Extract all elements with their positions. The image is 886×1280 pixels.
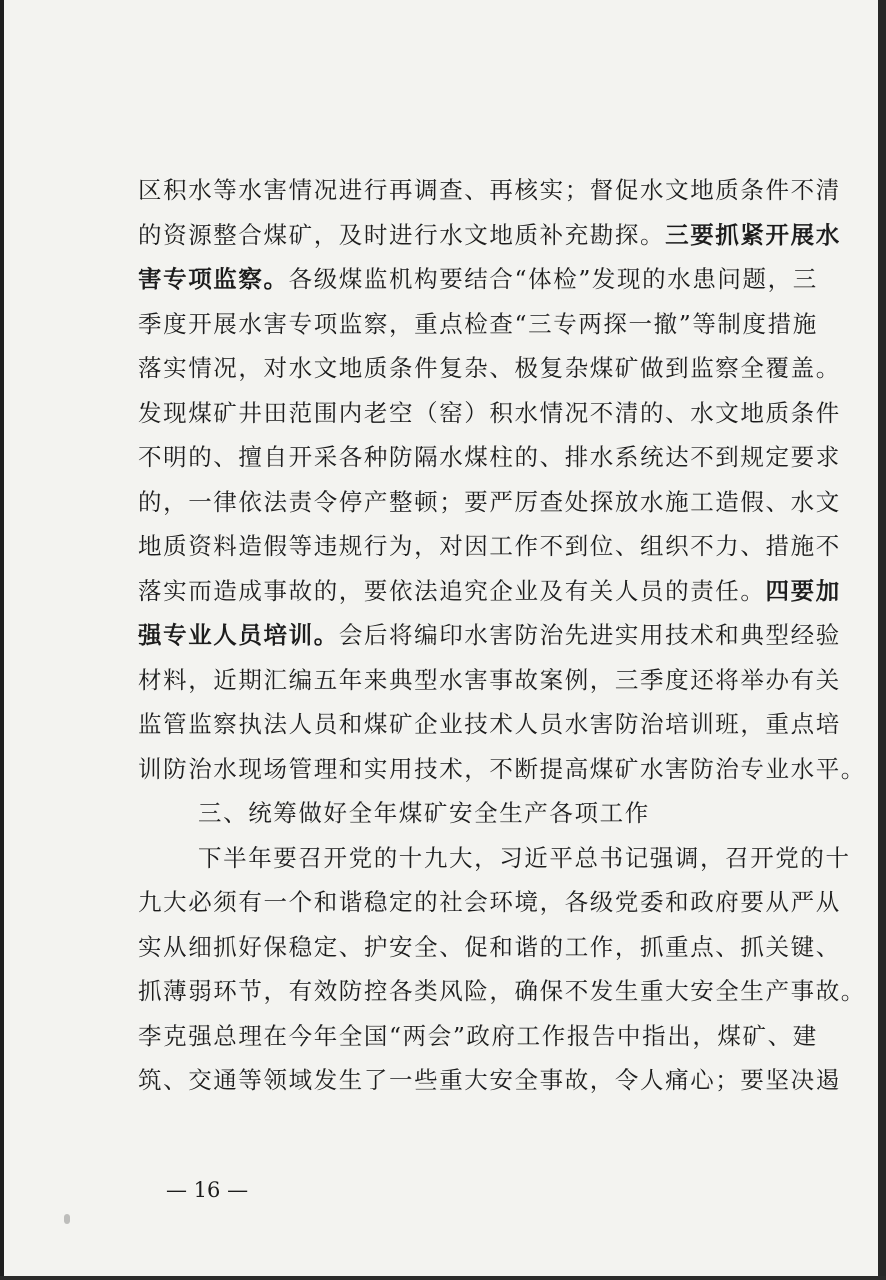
text-run: 的，一律依法责令停产整顿；要严厉查处探放水施工造假、水文 (138, 487, 841, 516)
text-line: 李克强总理在今年全国“两会”政府工作报告中指出，煤矿、建 (138, 1021, 818, 1050)
section-heading: 三、统筹做好全年煤矿安全生产各项工作 (198, 799, 650, 827)
scan-blemish (64, 1214, 70, 1224)
scan-edge-bottom (0, 1276, 886, 1280)
text-run: 区积水等水害情况进行再调查、再核实；督促水文地质条件不清 (138, 176, 841, 204)
text-line (138, 747, 866, 792)
text-run: 训防治水现场管理和实用技术，不断提高煤矿水害防治专业水平。 (138, 754, 866, 783)
scan-edge-right (878, 0, 886, 1280)
text-line (138, 391, 841, 436)
text-line: 筑、交通等领域发生了一些重大安全事故，令人痛心；要坚决遏 (138, 1066, 841, 1094)
text-run: 各级煤监机构要结合“体检”发现的水患问题，三 (288, 265, 818, 293)
text-run: 落实情况，对水文地质条件复杂、极复杂煤矿做到监察全覆盖。 (138, 354, 841, 382)
text-run: 监管监察执法人员和煤矿企业技术人员水害防治培训班，重点培 (138, 710, 841, 738)
text-line: 实从细抓好保稳定、护安全、促和谐的工作，抓重点、抓关键、 (138, 932, 841, 961)
text-run: 不明的、擅自开采各种防隔水煤柱的、排水系统达不到规定要求 (138, 443, 841, 471)
text-line (138, 658, 841, 703)
scan-edge-left (0, 0, 4, 1280)
text-line: 九大必须有一个和谐稳定的社会环境，各级党委和政府要从严从 (138, 888, 841, 916)
text-run: 材料，近期汇编五年来典型水害事故案例，三季度还将举办有关 (138, 665, 841, 694)
text-line (138, 257, 828, 302)
bold-text-run: 三要抓紧开展水 (665, 220, 841, 249)
text-line (138, 480, 841, 525)
text-line (138, 569, 841, 614)
text-line (138, 613, 841, 658)
text-run: 季度开展水害专项监察，重点检查“三专两探一撤”等制度措施 (138, 309, 818, 338)
text-line (138, 702, 841, 747)
bold-text-run: 四要加 (765, 576, 841, 605)
text-run: 发现煤矿井田范围内老空（窑）积水情况不清的、水文地质条件 (138, 398, 841, 427)
text-line (138, 302, 828, 347)
bold-text-run: 害专项监察。 (138, 265, 289, 293)
text-line (138, 213, 841, 258)
text-line: 下半年要召开党的十九大，习近平总书记强调，召开党的十 (198, 843, 851, 872)
paragraph-second-half-year (138, 836, 866, 1103)
text-run: 地质资料造假等违规行为，对因工作不到位、组织不力、措施不 (138, 532, 841, 560)
text-run: 落实而造成事故的，要依法追究企业及有关人员的责任。 (138, 576, 766, 605)
paragraph-water-hazard (138, 168, 866, 791)
text-line (138, 346, 841, 391)
text-run: 的资源整合煤矿，及时进行水文地质补充勘探。 (138, 220, 666, 249)
text-line (138, 168, 841, 213)
text-line: 抓薄弱环节，有效防控各类风险，确保不发生重大安全生产事故。 (138, 977, 866, 1005)
text-run: 会后将编印水害防治先进实用技术和典型经验 (338, 621, 841, 649)
text-line (138, 524, 841, 569)
page-number: — 16 — (166, 1178, 249, 1202)
bold-text-run: 强专业人员培训。 (138, 621, 339, 649)
text-line (138, 435, 841, 480)
body-text (138, 168, 866, 1103)
